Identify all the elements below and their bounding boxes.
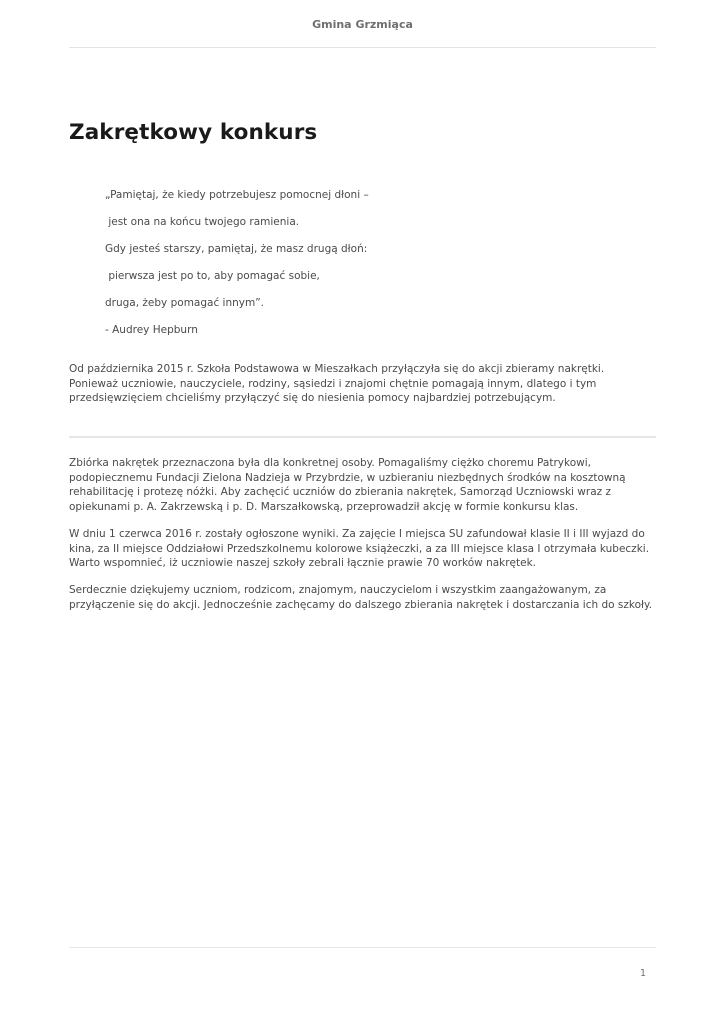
body-paragraph: W dniu 1 czerwca 2016 r. zostały ogłoszone wyniki. Za zajęcie I miejsca SU zafundował klasie II i III wyjazd do kina, za II miejsce Oddziałowi Przedszkolnemu kolorowe książeczki, a za III miejsce klasa I otrzymała kubeczki. Warto wspomnieć, iż uczniowie naszej szkoły zebrali łącznie prawie 70 worków nakrętek. xyxy=(69,528,650,569)
quote-line: „Pamiętaj, że kiedy potrzebujesz pomocnej dłoni – xyxy=(105,189,369,201)
site-name: Gmina Grzmiąca xyxy=(312,18,413,31)
quote-author: - Audrey Hepburn xyxy=(105,324,198,336)
page-number: 1 xyxy=(639,968,646,979)
quote-line: Gdy jesteś starszy, pamiętaj, że masz drugą dłoń: xyxy=(105,243,368,255)
quote-line: pierwsza jest po to, aby pomagać sobie, xyxy=(105,270,320,282)
quote-line: druga, żeby pomagać innym”. xyxy=(105,297,265,309)
page-header xyxy=(69,0,656,48)
section-divider xyxy=(69,436,656,438)
quote-block xyxy=(105,187,605,349)
body-paragraph: Serdecznie dziękujemy uczniom, rodzicom, znajomym, nauczycielom i wszystkim zaangażowanym, za przyłączenie się do akcji. Jednocześnie zachęcamy do dalszego zbierania nakrętek i dostarczania ich do szkoły. xyxy=(69,584,653,611)
intro-paragraph: Od października 2015 r. Szkoła Podstawowa w Mieszałkach przyłączyła się do akcji zbieramy nakrętki. Ponieważ uczniowie, nauczyciele, rodziny, sąsiedzi i znajomi chętnie pomagają innym, dlatego i tym przedsięwzięciem chcieliśmy przyłączyć się do niesienia pomocy najbardziej potrzebującym. xyxy=(69,363,605,404)
footer-divider xyxy=(69,947,656,948)
body-paragraph: Zbiórka nakrętek przeznaczona była dla konkretnej osoby. Pomagaliśmy ciężko choremu Patrykowi, podopiecznemu Fundacji Zielona Nadzieja w Przybrdzie, w uzbieraniu niezbędnych środków na kosztowną rehabilitację i protezę nóżki. Aby zachęcić uczniów do zbierania nakrętek, Samorząd Uczniowski wraz z opiekunami p. A. Zakrzewską i p. D. Marszałkowską, przeprowadził akcję w formie konkursu klas. xyxy=(69,457,626,513)
article-title: Zakrętkowy konkurs xyxy=(69,120,318,145)
quote-line: jest ona na końcu twojego ramienia. xyxy=(105,216,300,228)
